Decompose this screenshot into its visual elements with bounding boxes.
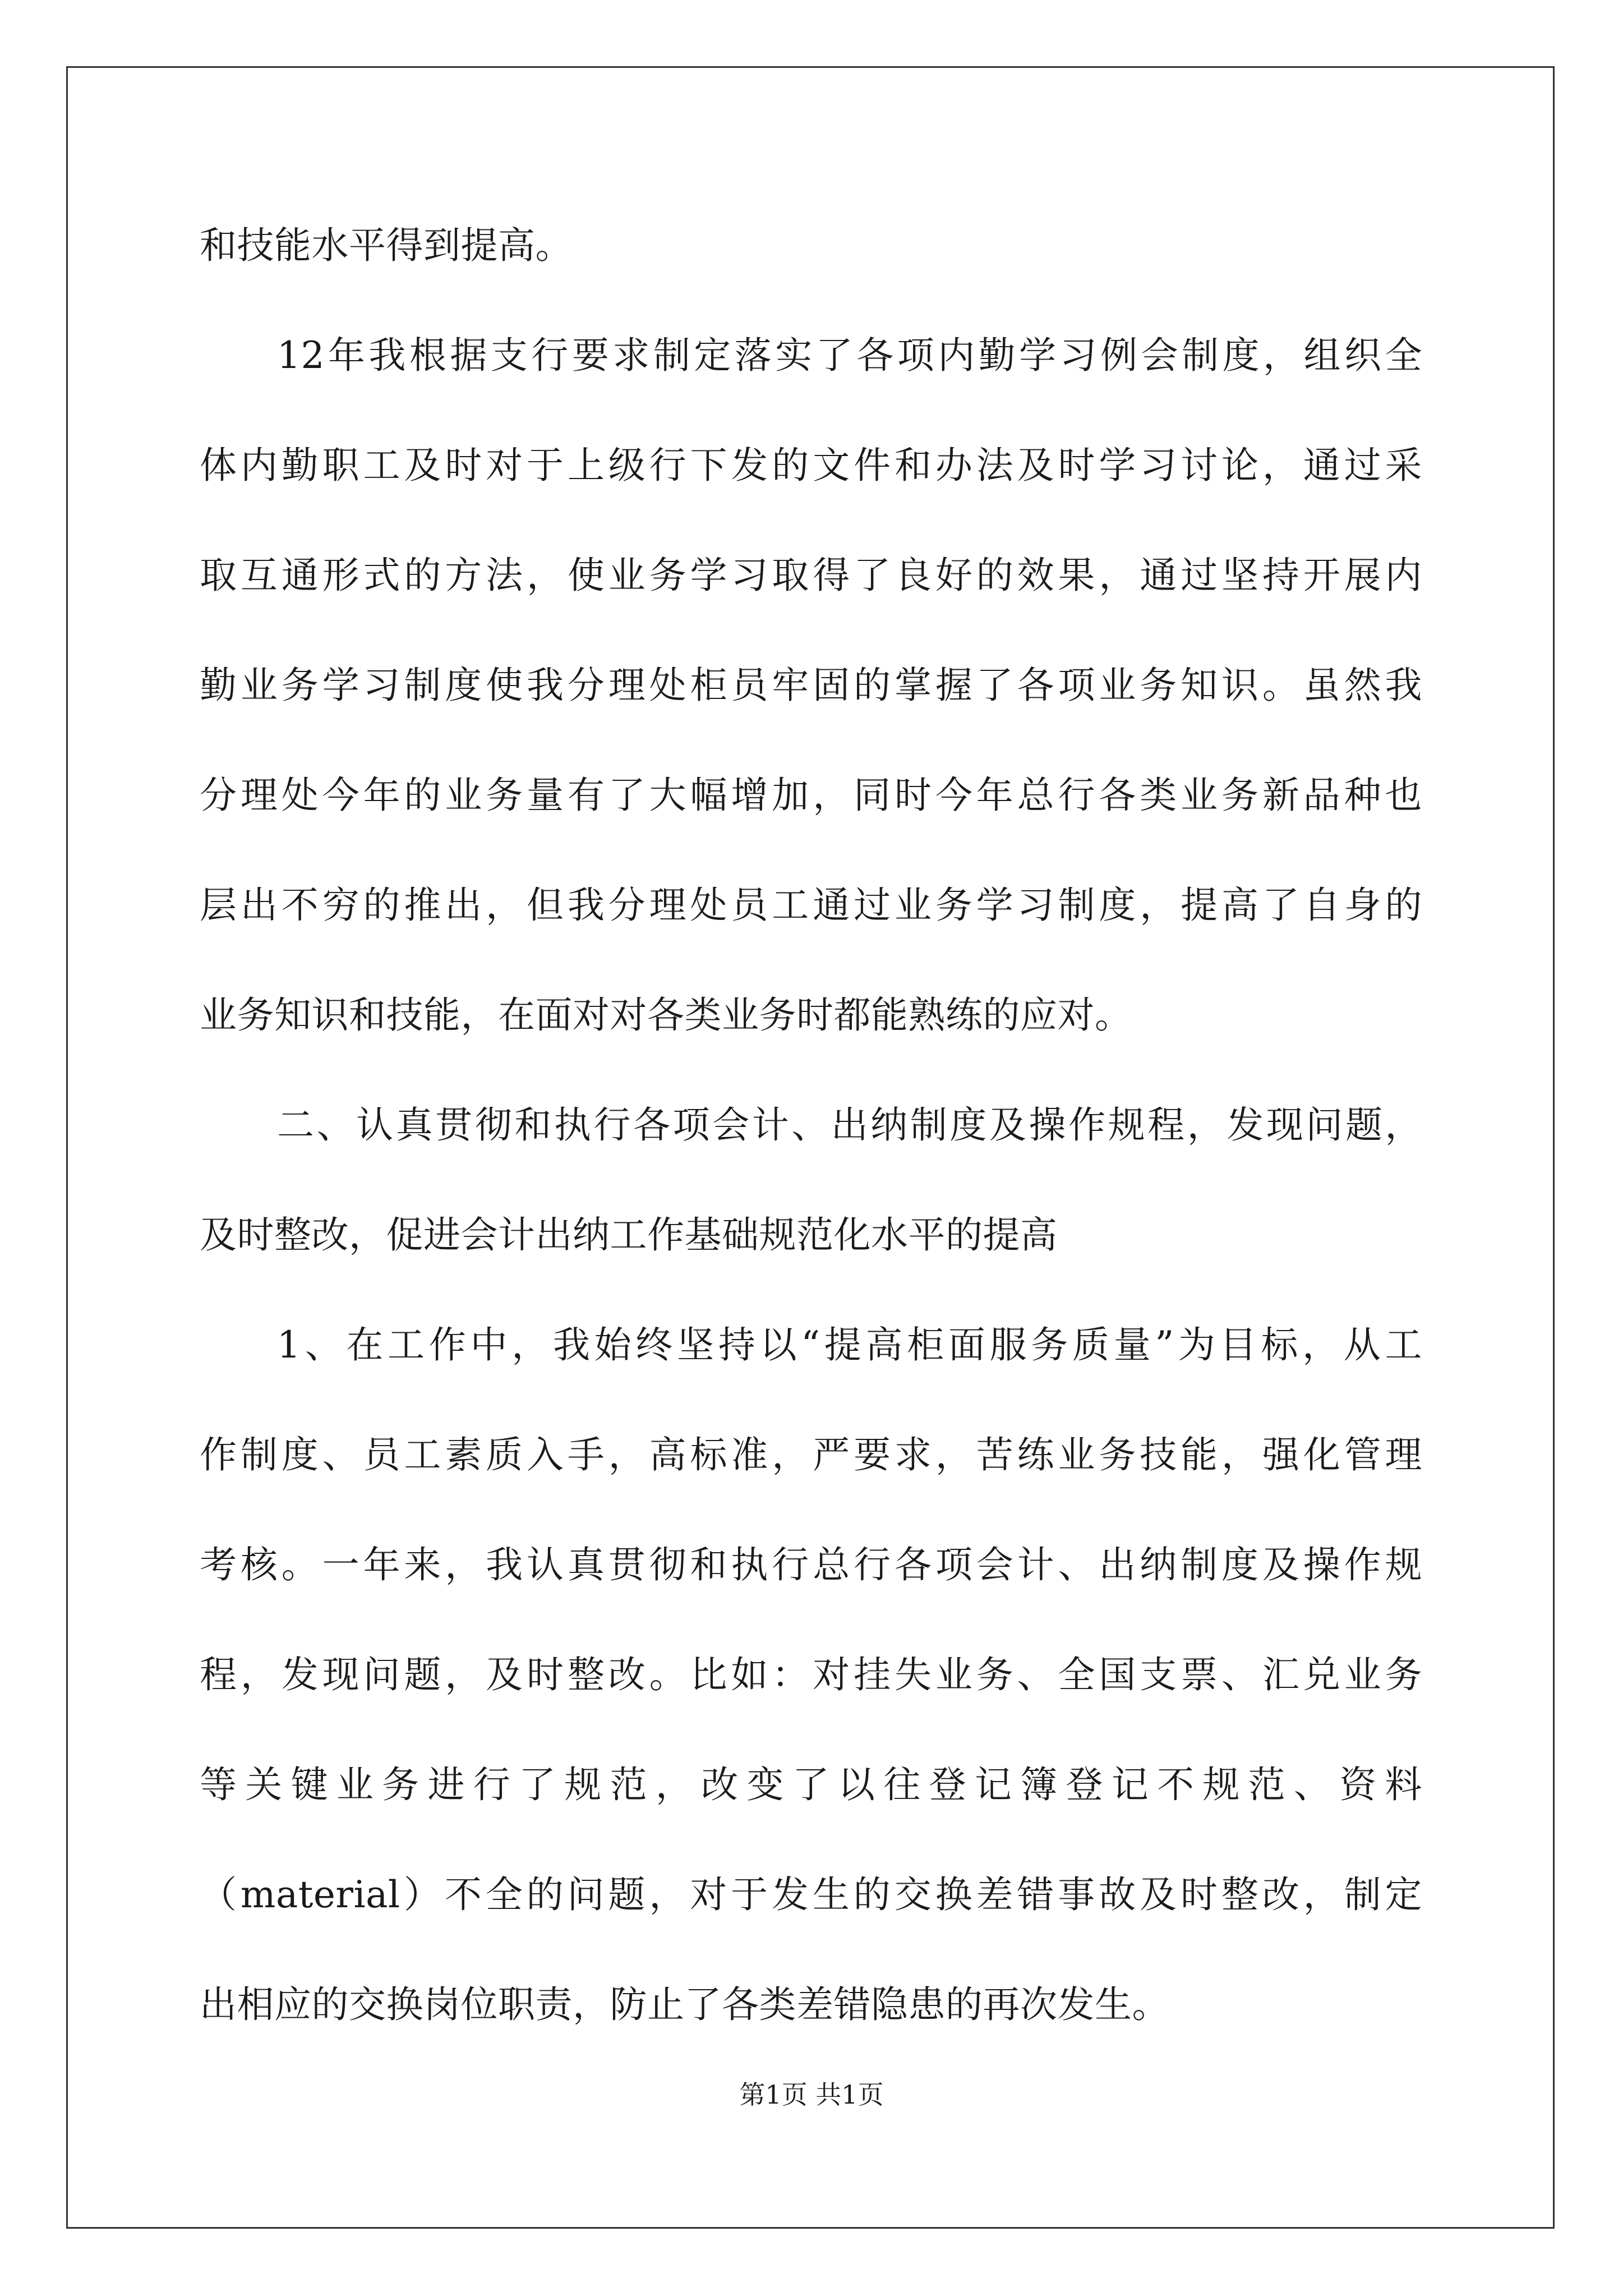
text-line: 12年我根据支行要求制定落实了各项内勤学习例会制度，组织全 [277,334,1422,377]
page-footer: 第1页 共1页 [739,2079,884,2110]
text-line: 程，发现问题，及时整改。比如：对挂失业务、全国支票、汇兑业务 [200,1653,1422,1696]
text-line: 1、在工作中，我始终坚持以“提高柜面服务质量”为目标，从工 [277,1323,1422,1366]
text-line: 和技能水平得到提高。 [200,224,573,267]
text-line: 层出不穷的推出，但我分理处员工通过业务学习制度，提高了自身的 [200,884,1422,927]
document-body [200,191,1422,2060]
text-line: 及时整改，促进会计出纳工作基础规范化水平的提高 [200,1213,1058,1257]
text-line: 考核。一年来，我认真贯彻和执行总行各项会计、出纳制度及操作规 [200,1543,1422,1586]
text-line: 勤业务学习制度使我分理处柜员牢固的掌握了各项业务知识。虽然我 [200,664,1422,707]
text-line: 等关键业务进行了规范，改变了以往登记簿登记不规范、资料 [200,1763,1422,1806]
text-line: 二、认真贯彻和执行各项会计、出纳制度及操作规程，发现问题， [277,1103,1422,1147]
text-line: 体内勤职工及时对于上级行下发的文件和办法及时学习讨论，通过采 [200,444,1422,487]
text-line: 取互通形式的方法，使业务学习取得了良好的效果，通过坚持开展内 [200,554,1422,597]
text-line: 作制度、员工素质入手，高标准，严要求，苦练业务技能，强化管理 [200,1433,1422,1476]
text-line: 业务知识和技能，在面对对各类业务时都能熟练的应对。 [200,993,1132,1037]
text-line: 分理处今年的业务量有了大幅增加，同时今年总行各类业务新品种也 [200,774,1422,817]
text-line: 出相应的交换岗位职责，防止了各类差错隐患的再次发生。 [200,1983,1169,2026]
text-line: （material）不全的问题，对于发生的交换差错事故及时整改，制定 [200,1873,1422,1916]
